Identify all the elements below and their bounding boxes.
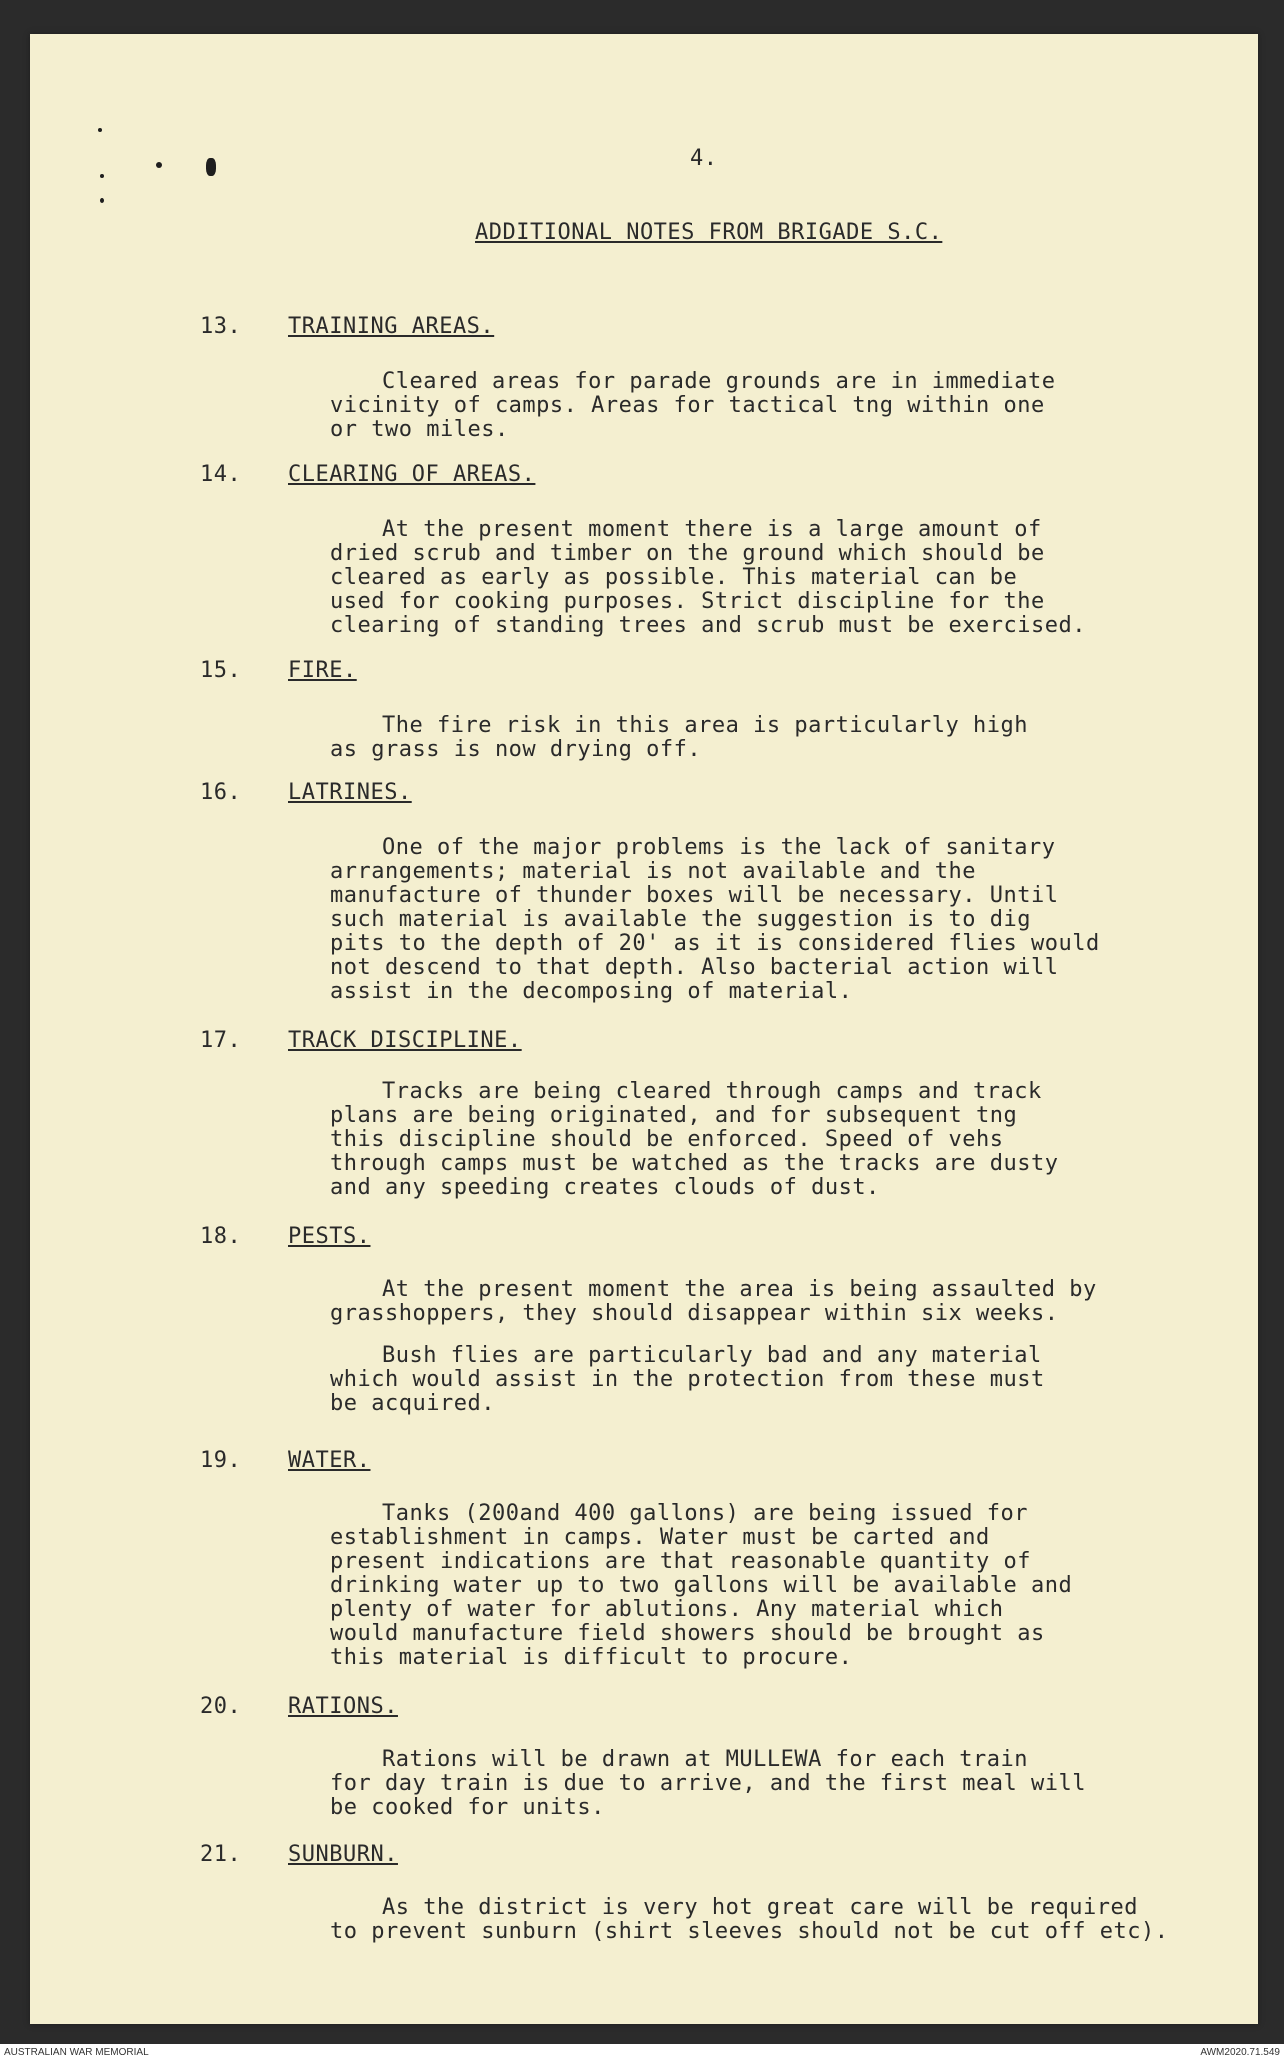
section-body xyxy=(330,836,1200,1004)
section-body xyxy=(330,1080,1200,1200)
document-title: ADDITIONAL NOTES FROM BRIGADE S.C. xyxy=(475,220,943,245)
section-body xyxy=(330,714,1200,762)
paragraph: Cleared areas for parade grounds are in immediate vicinity of camps. Areas for tactical tng within one or two miles. xyxy=(330,369,1056,442)
section-number: 14. xyxy=(200,462,242,487)
paragraph: Bush flies are particularly bad and any material which would assist in the protection from these must be acquired. xyxy=(330,1343,1045,1416)
paragraph: One of the major problems is the lack of sanitary arrangements; material is not available and the manufacture of thunder boxes will be necessary. Until such material is available the suggestion is to dig pits to the depth of 20' as it is considered flies would not descend to that depth. Also bacterial action will assist in the decomposing of material. xyxy=(330,835,1100,1004)
section-heading: SUNBURN. xyxy=(288,1842,398,1867)
section-heading: FIRE. xyxy=(288,658,357,683)
footer-accession-number: AWM2020.71.549 xyxy=(1200,2047,1280,2058)
archive-footer xyxy=(0,2044,1284,2061)
paragraph: As the district is very hot great care will be required to prevent sunburn (shirt sleeves should not be cut off etc). xyxy=(330,1895,1169,1944)
section-heading: WATER. xyxy=(288,1448,371,1473)
paragraph: Rations will be drawn at MULLEWA for each train for day train is due to arrive, and the first meal will be cooked for units. xyxy=(330,1747,1086,1820)
paragraph: Tanks (200and 400 gallons) are being issued for establishment in camps. Water must be carted and present indications are that reasonable quantity of drinking water up to two gallons will be available and plenty of water for ablutions. Any material which would manufacture field showers should be brought as this material is difficult to procure. xyxy=(330,1501,1073,1670)
section-heading: TRACK DISCIPLINE. xyxy=(288,1028,522,1053)
section-number: 13. xyxy=(200,314,242,339)
paragraph: At the present moment there is a large amount of dried scrub and timber on the ground which should be cleared as early as possible. This material can be used for cooking purposes. Strict discipline for the clearing of standing trees and scrub must be exercised. xyxy=(330,517,1086,638)
page-number: 4. xyxy=(690,146,718,171)
section-body xyxy=(330,1502,1200,1670)
section-heading: LATRINES. xyxy=(288,780,412,805)
section-body xyxy=(330,1896,1200,1944)
section-number: 16. xyxy=(200,780,242,805)
paragraph: The fire risk in this area is particularly high as grass is now drying off. xyxy=(330,713,1029,762)
section-number: 19. xyxy=(200,1448,242,1473)
section-heading: PESTS. xyxy=(288,1224,371,1249)
section-body xyxy=(330,1278,1200,1416)
section-number: 21. xyxy=(200,1842,242,1867)
section-number: 18. xyxy=(200,1224,242,1249)
section-number: 17. xyxy=(200,1028,242,1053)
section-body xyxy=(330,518,1200,638)
paragraph: Tracks are being cleared through camps and track plans are being originated, and for subsequent tng this discipline should be enforced. Speed of vehs through camps must be watched as the tracks are dusty and any speeding creates clouds of dust. xyxy=(330,1079,1059,1200)
document-page xyxy=(30,34,1258,2024)
section-number: 20. xyxy=(200,1694,242,1719)
paragraph: At the present moment the area is being assaulted by grasshoppers, they should disappear within six weeks. xyxy=(330,1277,1097,1326)
section-number: 15. xyxy=(200,658,242,683)
footer-credit: AUSTRALIAN WAR MEMORIAL xyxy=(4,2047,149,2058)
section-heading: RATIONS. xyxy=(288,1694,398,1719)
section-heading: CLEARING OF AREAS. xyxy=(288,462,536,487)
section-body xyxy=(330,370,1200,442)
section-heading: TRAINING AREAS. xyxy=(288,314,495,339)
section-body xyxy=(330,1748,1200,1820)
